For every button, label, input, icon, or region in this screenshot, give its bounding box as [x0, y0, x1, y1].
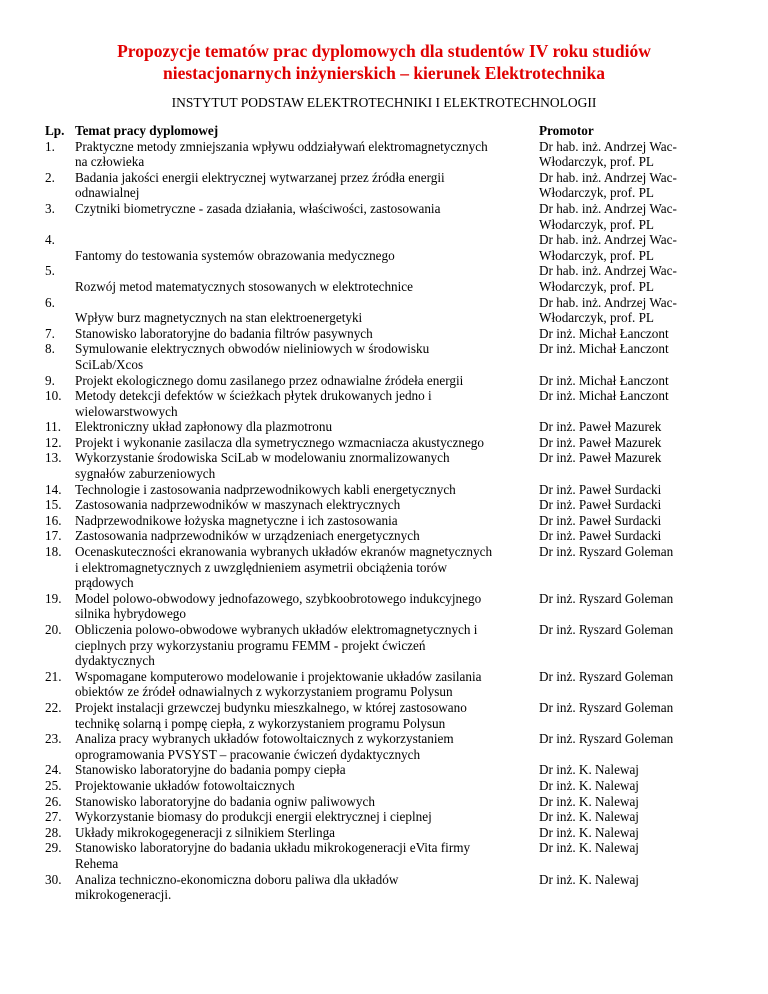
supervisor-line: Dr inż. K. Nalewaj [539, 809, 639, 825]
supervisor-line [539, 466, 739, 482]
topic-cell [75, 326, 539, 342]
topic-line: Wpływ burz magnetycznych na stan elektroenergetyki [75, 310, 363, 326]
topic-cell [75, 419, 539, 435]
supervisor-cell [539, 295, 739, 326]
supervisor-cell [539, 762, 739, 778]
topic-line: Wykorzystanie środowiska SciLab w modelowaniu znormalizowanych [75, 450, 450, 466]
topic-cell [75, 778, 539, 794]
topic-line: Czytniki biometryczne - zasada działania, właściwości, zastosowania [75, 200, 441, 216]
header-lp: Lp. [45, 123, 65, 138]
title-line-2: niestacjonarnych inżynierskich – kierunek Elektrotechnika [162, 63, 606, 83]
topic-line: Rehema [75, 855, 119, 871]
table-header-row [45, 123, 739, 139]
topic-line: Praktyczne metody zmniejszania wpływu oddziaływań elektromagnetycznych [75, 138, 488, 154]
table-row [45, 513, 739, 529]
supervisor-line: Włodarczyk, prof. PL [539, 247, 654, 263]
row-number: 7. [45, 325, 55, 341]
topic-line: na człowieka [75, 154, 145, 170]
table-body [45, 139, 739, 903]
supervisor-line: Dr inż. Ryszard Goleman [539, 731, 674, 747]
supervisor-line: Włodarczyk, prof. PL [539, 278, 654, 294]
supervisor-cell [539, 794, 739, 810]
topic-cell [75, 731, 539, 762]
topic-line: Projekt instalacji grzewczej budynku mieszkalnego, w której zastosowano [75, 699, 467, 715]
topic-cell [75, 497, 539, 513]
supervisor-cell [539, 450, 739, 481]
table-row [45, 778, 739, 794]
topic-line: Obliczenia polowo-obwodowe wybranych układów elektromagnetycznych i [75, 622, 478, 637]
supervisor-line: Dr hab. inż. Andrzej Wac- [539, 232, 677, 248]
topic-line: Elektroniczny układ zapłonowy dla plazmotronu [75, 419, 333, 435]
supervisor-cell [539, 700, 739, 731]
supervisor-cell [539, 263, 739, 294]
row-number: 25. [45, 777, 62, 793]
row-number: 3. [45, 200, 55, 216]
row-number: 22. [45, 699, 62, 715]
topic-line [75, 263, 531, 279]
topic-line: oprogramowania PVSYST – pracowanie ćwiczeń dydaktycznych [75, 746, 421, 762]
supervisor-line: Dr inż. Ryszard Goleman [539, 590, 674, 606]
supervisor-line [539, 747, 739, 763]
supervisor-line: Dr inż. K. Nalewaj [539, 793, 639, 809]
supervisor-line [539, 638, 739, 654]
topic-cell [75, 450, 539, 481]
topic-line: cieplnych przy wykorzystaniu programu FEMM - projekt ćwiczeń [75, 637, 426, 653]
topic-cell [75, 794, 539, 810]
supervisor-cell [539, 232, 739, 263]
table-row [45, 435, 739, 451]
table-row [45, 544, 739, 591]
supervisor-line [539, 856, 739, 872]
row-number: 12. [45, 434, 62, 450]
row-number: 20. [45, 622, 62, 637]
supervisor-cell [539, 419, 739, 435]
topic-cell [75, 373, 539, 389]
table-row [45, 295, 739, 326]
topic-line: Ocenaskuteczności ekranowania wybranych układów ekranów magnetycznych [75, 544, 493, 560]
table-row [45, 341, 739, 372]
row-number: 30. [45, 871, 62, 887]
topic-cell [75, 295, 539, 326]
topic-line: dydaktycznych [75, 653, 155, 669]
topic-line: mikrokogeneracji. [75, 887, 172, 903]
row-number: 1. [45, 138, 55, 154]
topic-line: Zastosowania nadprzewodników w urządzeniach energetycznych [75, 528, 420, 544]
supervisor-line: Dr inż. Michał Łanczont [539, 388, 669, 404]
topic-line [75, 217, 531, 233]
supervisor-cell [539, 373, 739, 389]
supervisor-line: Dr inż. Paweł Mazurek [539, 434, 662, 450]
topic-line [75, 295, 531, 311]
topic-line: Wykorzystanie biomasy do produkcji energii elektrycznej i cieplnej [75, 809, 432, 825]
topics-table [45, 123, 739, 903]
supervisor-line: Dr inż. K. Nalewaj [539, 840, 639, 856]
table-row [45, 326, 739, 342]
row-number: 21. [45, 668, 62, 684]
topic-cell [75, 809, 539, 825]
document-title [40, 40, 728, 84]
topic-cell [75, 528, 539, 544]
topic-cell [75, 263, 539, 294]
topic-line: Nadprzewodnikowe łożyska magnetyczne i ich zastosowania [75, 512, 398, 528]
topic-cell [75, 482, 539, 498]
row-number: 27. [45, 809, 62, 825]
row-number: 19. [45, 590, 62, 606]
supervisor-line: Dr hab. inż. Andrzej Wac- [539, 200, 677, 216]
row-number: 17. [45, 528, 62, 544]
topic-line: Projektowanie układów fotowoltaicznych [75, 777, 295, 793]
supervisor-line: Dr inż. Paweł Mazurek [539, 419, 662, 435]
supervisor-line: Dr inż. Ryszard Goleman [539, 622, 674, 637]
topic-line: silnika hybrydowego [75, 606, 186, 622]
topic-cell [75, 872, 539, 903]
table-row [45, 700, 739, 731]
topic-cell [75, 669, 539, 700]
topic-line: Analiza techniczno-ekonomiczna doboru paliwa dla układów [75, 871, 399, 887]
supervisor-cell [539, 482, 739, 498]
table-row [45, 731, 739, 762]
row-number: 13. [45, 450, 62, 466]
topic-line: Układy mikrokogegeneracji z silnikiem Sterlinga [75, 824, 336, 840]
topic-line: Stanowisko laboratoryjne do badania pompy ciepła [75, 762, 346, 778]
topic-cell [75, 591, 539, 622]
topic-line: Stanowisko laboratoryjne do badania układu mikrokogeneracji eVita firmy [75, 840, 471, 856]
table-row [45, 762, 739, 778]
table-row [45, 450, 739, 481]
row-number: 15. [45, 497, 62, 513]
topic-line: technikę solarną i pompę ciepła, z wykorzystaniem programu Polysun [75, 715, 446, 731]
supervisor-cell [539, 825, 739, 841]
supervisor-line [539, 357, 739, 373]
supervisor-line [539, 653, 739, 669]
supervisor-cell [539, 669, 739, 700]
row-number: 11. [45, 419, 61, 435]
supervisor-line: Włodarczyk, prof. PL [539, 154, 654, 170]
supervisor-cell [539, 139, 739, 170]
table-row [45, 497, 739, 513]
institute-name: INSTYTUT PODSTAW ELEKTROTECHNIKI I ELEKTROTECHNOLOGII [171, 95, 597, 110]
table-row [45, 263, 739, 294]
supervisor-line [539, 560, 739, 576]
topic-cell [75, 170, 539, 201]
topic-cell [75, 544, 539, 591]
topic-line: Rozwój metod matematycznych stosowanych w elektrotechnice [75, 278, 414, 294]
topic-line: SciLab/Xcos [75, 356, 144, 372]
supervisor-cell [539, 435, 739, 451]
topic-line: Metody detekcji defektów w ścieżkach płytek drukowanych jedno i [75, 388, 432, 404]
row-number: 6. [45, 294, 55, 310]
supervisor-line [539, 606, 739, 622]
supervisor-cell [539, 872, 739, 903]
supervisor-line: Włodarczyk, prof. PL [539, 216, 654, 232]
header-promotor: Promotor [539, 123, 594, 138]
supervisor-line: Dr inż. Paweł Surdacki [539, 528, 662, 544]
topic-cell [75, 825, 539, 841]
supervisor-cell [539, 326, 739, 342]
supervisor-line: Dr inż. Paweł Surdacki [539, 512, 662, 528]
table-row [45, 388, 739, 419]
row-number: 26. [45, 793, 62, 809]
table-row [45, 232, 739, 263]
topic-cell [75, 341, 539, 372]
topic-line: prądowych [75, 575, 134, 591]
topic-line: Analiza pracy wybranych układów fotowoltaicznych z wykorzystaniem [75, 731, 454, 747]
table-row [45, 840, 739, 871]
table-row [45, 419, 739, 435]
supervisor-line: Dr hab. inż. Andrzej Wac- [539, 169, 677, 185]
topic-cell [75, 435, 539, 451]
topic-line: Zastosowania nadprzewodników w maszynach elektrycznych [75, 497, 401, 513]
supervisor-line [539, 684, 739, 700]
table-row [45, 591, 739, 622]
supervisor-cell [539, 201, 739, 232]
table-row [45, 139, 739, 170]
topic-line: odnawialnej [75, 185, 140, 201]
topic-cell [75, 388, 539, 419]
supervisor-line: Włodarczyk, prof. PL [539, 185, 654, 201]
supervisor-line [539, 404, 739, 420]
supervisor-line: Dr hab. inż. Andrzej Wac- [539, 263, 677, 279]
row-number: 14. [45, 481, 62, 497]
row-number: 4. [45, 232, 55, 248]
supervisor-line: Dr hab. inż. Andrzej Wac- [539, 138, 677, 154]
row-number: 28. [45, 824, 62, 840]
table-row [45, 825, 739, 841]
table-row [45, 809, 739, 825]
supervisor-cell [539, 528, 739, 544]
table-row [45, 482, 739, 498]
supervisor-line: Dr inż. Paweł Surdacki [539, 497, 662, 513]
title-line-1: Propozycje tematów prac dyplomowych dla studentów IV roku studiów [117, 41, 651, 61]
supervisor-line: Dr inż. K. Nalewaj [539, 777, 639, 793]
supervisor-line [539, 716, 739, 732]
supervisor-line: Dr hab. inż. Andrzej Wac- [539, 294, 677, 310]
row-number: 18. [45, 544, 62, 560]
table-row [45, 201, 739, 232]
table-row [45, 528, 739, 544]
topic-line: Technologie i zastosowania nadprzewodnikowych kabli energetycznych [75, 481, 456, 497]
supervisor-line [539, 575, 739, 591]
topic-line: Stanowisko laboratoryjne do badania filtrów pasywnych [75, 325, 373, 341]
topic-cell [75, 622, 539, 669]
supervisor-line: Dr inż. K. Nalewaj [539, 871, 639, 887]
table-row [45, 794, 739, 810]
supervisor-cell [539, 840, 739, 871]
supervisor-line: Dr inż. Ryszard Goleman [539, 699, 674, 715]
row-number: 29. [45, 840, 62, 856]
topic-line [75, 232, 531, 248]
supervisor-line [539, 887, 739, 903]
topic-line: Wspomagane komputerowo modelowanie i projektowanie układów zasilania [75, 668, 482, 684]
supervisor-line: Dr inż. Michał Łanczont [539, 325, 669, 341]
topic-cell [75, 762, 539, 778]
supervisor-line: Dr inż. K. Nalewaj [539, 762, 639, 778]
row-number: 8. [45, 341, 55, 357]
supervisor-cell [539, 497, 739, 513]
table-row [45, 669, 739, 700]
topic-cell [75, 513, 539, 529]
row-number: 16. [45, 512, 62, 528]
supervisor-cell [539, 778, 739, 794]
row-number: 23. [45, 731, 62, 747]
topic-line: i elektromagnetycznych z uwzględnieniem asymetrii obciążenia torów [75, 559, 448, 575]
table-row [45, 622, 739, 669]
supervisor-cell [539, 622, 739, 669]
topic-cell [75, 232, 539, 263]
supervisor-cell [539, 731, 739, 762]
topic-line: Stanowisko laboratoryjne do badania ogniw paliwowych [75, 793, 375, 809]
topic-cell [75, 139, 539, 170]
table-row [45, 373, 739, 389]
table-row [45, 872, 739, 903]
table-row [45, 170, 739, 201]
supervisor-line: Dr inż. Ryszard Goleman [539, 668, 674, 684]
topic-line: Projekt ekologicznego domu zasilanego przez odnawialne źródeła energii [75, 372, 464, 388]
supervisor-line: Włodarczyk, prof. PL [539, 310, 654, 326]
row-number: 24. [45, 762, 62, 778]
supervisor-line: Dr inż. Ryszard Goleman [539, 544, 674, 560]
supervisor-line: Dr inż. Paweł Mazurek [539, 450, 662, 466]
topic-line: Fantomy do testowania systemów obrazowania medycznego [75, 247, 395, 263]
supervisor-cell [539, 544, 739, 591]
supervisor-line: Dr inż. Michał Łanczont [539, 372, 669, 388]
supervisor-cell [539, 388, 739, 419]
topic-line: Projekt i wykonanie zasilacza dla symetrycznego wzmacniacza akustycznego [75, 434, 484, 450]
topic-line: Badania jakości energii elektrycznej wytwarzanej przez źródła energii [75, 169, 445, 185]
topic-line: Symulowanie elektrycznych obwodów nieliniowych w środowisku [75, 341, 430, 357]
supervisor-cell [539, 170, 739, 201]
supervisor-cell [539, 513, 739, 529]
row-number: 9. [45, 372, 55, 388]
row-number: 2. [45, 169, 55, 185]
supervisor-cell [539, 809, 739, 825]
supervisor-line: Dr inż. Paweł Surdacki [539, 481, 662, 497]
topic-line: Model polowo-obwodowy jednofazowego, szybkoobrotowego indukcyjnego [75, 590, 482, 606]
header-temat: Temat pracy dyplomowej [75, 123, 219, 138]
topic-line: obiektów ze źródeł odnawialnych z wykorzystaniem programu Polysun [75, 684, 453, 700]
topic-cell [75, 700, 539, 731]
supervisor-line: Dr inż. K. Nalewaj [539, 824, 639, 840]
row-number: 5. [45, 263, 55, 279]
supervisor-line: Dr inż. Michał Łanczont [539, 341, 669, 357]
row-number: 10. [45, 388, 62, 404]
topic-line: wielowarstwowych [75, 403, 178, 419]
topic-cell [75, 840, 539, 871]
supervisor-cell [539, 591, 739, 622]
topic-cell [75, 201, 539, 232]
supervisor-cell [539, 341, 739, 372]
topic-line: sygnałów zaburzeniowych [75, 466, 216, 482]
